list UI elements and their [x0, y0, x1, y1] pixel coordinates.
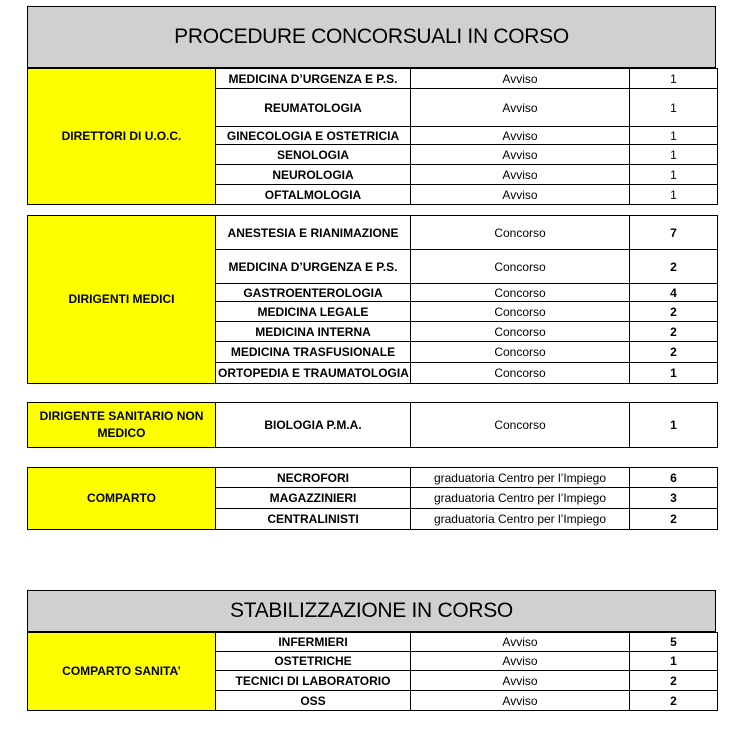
count-cell: 1 [630, 127, 718, 145]
procedure-type-cell: Avviso [411, 633, 630, 652]
role-cell: NECROFORI [216, 468, 411, 488]
count-cell: 2 [630, 342, 718, 363]
procedure-type-cell: Avviso [411, 145, 630, 165]
procedure-type-cell: Concorso [411, 403, 630, 448]
procedure-type-cell: Avviso [411, 652, 630, 671]
group-table [27, 467, 718, 530]
table-row [28, 69, 718, 89]
count-cell: 1 [630, 652, 718, 671]
table-row [28, 403, 718, 448]
count-cell: 2 [630, 302, 718, 322]
role-cell: OSTETRICHE [216, 652, 411, 671]
procedure-type-cell: Concorso [411, 322, 630, 342]
role-cell: MEDICINA INTERNA [216, 322, 411, 342]
count-cell: 4 [630, 284, 718, 302]
role-cell: MEDICINA D’URGENZA E P.S. [216, 250, 411, 284]
count-cell: 1 [630, 363, 718, 384]
count-cell: 5 [630, 633, 718, 652]
role-cell: NEUROLOGIA [216, 165, 411, 185]
section-title-procedure: PROCEDURE CONCORSUALI IN CORSO [27, 6, 716, 68]
table-row [28, 468, 718, 488]
procedure-type-cell: Concorso [411, 250, 630, 284]
procedure-type-cell: graduatoria Centro per l’Impiego [411, 509, 630, 530]
section-title-stabilizzazione: STABILIZZAZIONE IN CORSO [27, 590, 716, 632]
category-label: COMPARTO [28, 468, 216, 530]
count-cell: 1 [630, 165, 718, 185]
group-table [27, 215, 718, 384]
procedure-type-cell: Avviso [411, 127, 630, 145]
role-cell: ANESTESIA E RIANIMAZIONE [216, 216, 411, 250]
category-label: DIRIGENTE SANITARIO NON MEDICO [28, 403, 216, 448]
role-cell: OFTALMOLOGIA [216, 185, 411, 205]
role-cell: REUMATOLOGIA [216, 89, 411, 127]
role-cell: ORTOPEDIA E TRAUMATOLOGIA [216, 363, 411, 384]
role-cell: GINECOLOGIA E OSTETRICIA [216, 127, 411, 145]
role-cell: BIOLOGIA P.M.A. [216, 403, 411, 448]
count-cell: 2 [630, 250, 718, 284]
role-cell: MEDICINA TRASFUSIONALE [216, 342, 411, 363]
procedure-type-cell: graduatoria Centro per l’Impiego [411, 488, 630, 509]
procedure-type-cell: Avviso [411, 69, 630, 89]
count-cell: 7 [630, 216, 718, 250]
group-table [27, 402, 718, 448]
role-cell: INFERMIERI [216, 633, 411, 652]
procedure-type-cell: Avviso [411, 165, 630, 185]
category-label: DIRETTORI DI U.O.C. [28, 69, 216, 205]
group-table [27, 632, 718, 711]
procedure-type-cell: Avviso [411, 691, 630, 711]
role-cell: TECNICI DI LABORATORIO [216, 671, 411, 691]
count-cell: 6 [630, 468, 718, 488]
count-cell: 2 [630, 322, 718, 342]
procedure-type-cell: Concorso [411, 216, 630, 250]
role-cell: GASTROENTEROLOGIA [216, 284, 411, 302]
count-cell: 1 [630, 89, 718, 127]
role-cell: SENOLOGIA [216, 145, 411, 165]
procedure-type-cell: graduatoria Centro per l’Impiego [411, 468, 630, 488]
procedure-type-cell: Concorso [411, 302, 630, 322]
count-cell: 1 [630, 403, 718, 448]
table-row [28, 216, 718, 250]
role-cell: MEDICINA LEGALE [216, 302, 411, 322]
count-cell: 1 [630, 69, 718, 89]
procedure-type-cell: Avviso [411, 185, 630, 205]
procedure-type-cell: Concorso [411, 342, 630, 363]
count-cell: 1 [630, 185, 718, 205]
count-cell: 2 [630, 509, 718, 530]
count-cell: 1 [630, 145, 718, 165]
procedure-type-cell: Concorso [411, 363, 630, 384]
role-cell: MAGAZZINIERI [216, 488, 411, 509]
role-cell: MEDICINA D’URGENZA E P.S. [216, 69, 411, 89]
category-label: COMPARTO SANITA’ [28, 633, 216, 711]
procedure-type-cell: Concorso [411, 284, 630, 302]
role-cell: CENTRALINISTI [216, 509, 411, 530]
procedure-type-cell: Avviso [411, 89, 630, 127]
procedure-type-cell: Avviso [411, 671, 630, 691]
count-cell: 2 [630, 671, 718, 691]
count-cell: 3 [630, 488, 718, 509]
table-row [28, 633, 718, 652]
role-cell: OSS [216, 691, 411, 711]
category-label: DIRIGENTI MEDICI [28, 216, 216, 384]
group-table [27, 68, 718, 205]
count-cell: 2 [630, 691, 718, 711]
